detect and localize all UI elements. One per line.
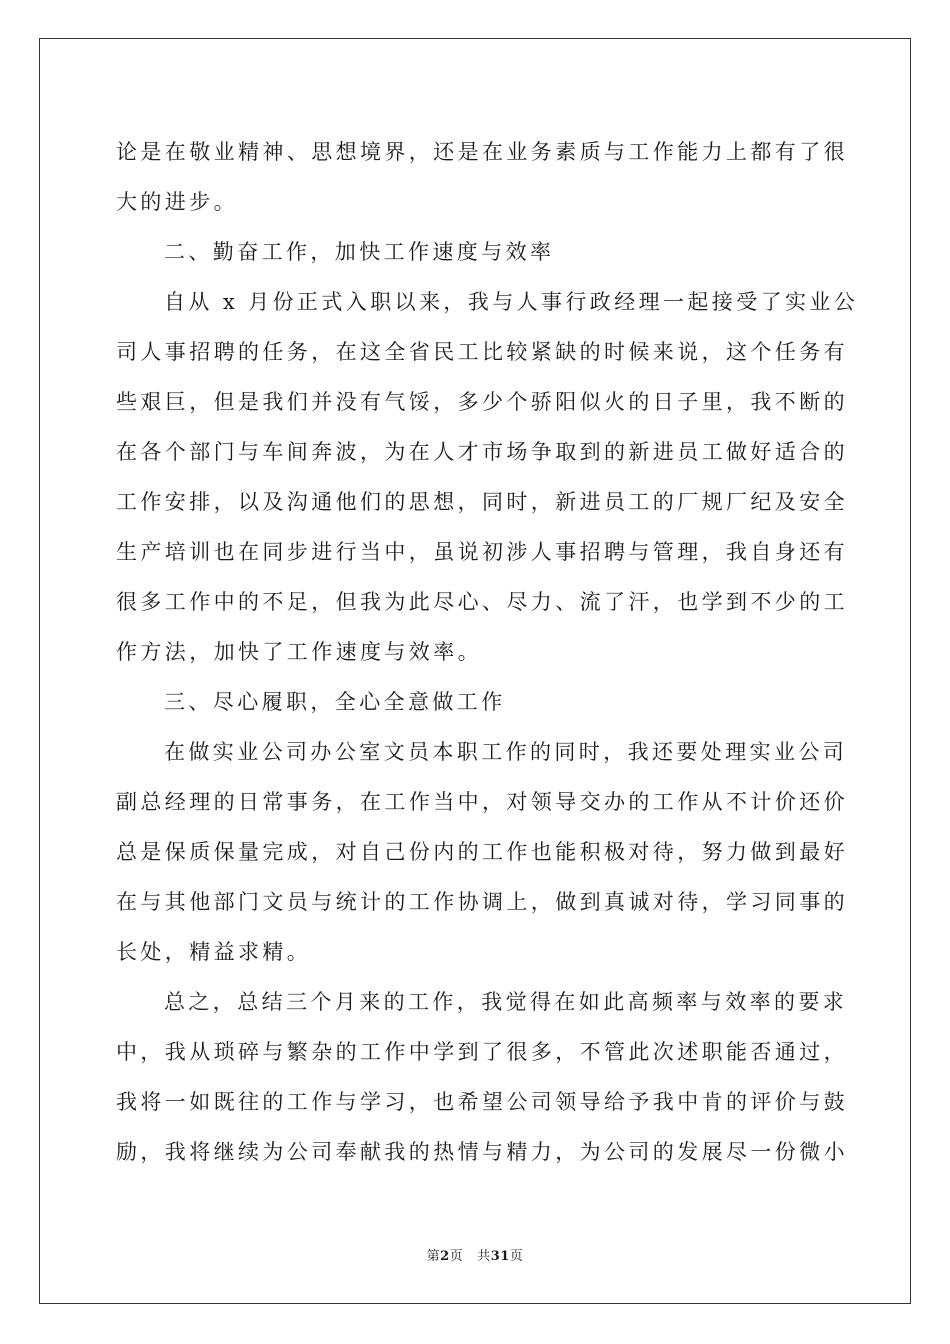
section-heading: 三、尽心履职，全心全意做工作 xyxy=(164,690,506,714)
page-total: 31 xyxy=(490,1249,510,1264)
text-line: 总之，总结三个月来的工作，我觉得在如此高频率与效率的要求 xyxy=(164,990,848,1014)
text-line: 在各个部门与车间奔波，为在人才市场争取到的新进员工做好适合的 xyxy=(116,440,848,464)
text-line: 我将一如既往的工作与学习，也希望公司领导给予我中肯的评价与鼓 xyxy=(116,1090,848,1114)
text-line: 总是保质保量完成，对自己份内的工作也能积极对待，努力做到最好 xyxy=(116,840,848,864)
text-line: 司人事招聘的任务，在这全省民工比较紧缺的时候来说，这个任务有 xyxy=(116,340,848,364)
page-suffix: 页 xyxy=(449,1249,464,1264)
text-line: 论是在敬业精神、思想境界，还是在业务素质与工作能力上都有了很 xyxy=(116,140,848,164)
text-line: 很多工作中的不足，但我为此尽心、尽力、流了汗，也学到不少的工 xyxy=(116,590,848,614)
text-line: 励，我将继续为公司奉献我的热情与精力，为公司的发展尽一份微小 xyxy=(116,1140,848,1164)
page-footer xyxy=(0,1245,950,1264)
page-current: 2 xyxy=(440,1249,450,1264)
text-line: 工作安排，以及沟通他们的思想，同时，新进员工的厂规厂纪及安全 xyxy=(116,490,848,514)
section-heading: 二、勤奋工作，加快工作速度与效率 xyxy=(164,240,555,264)
text-line: 些艰巨，但是我们并没有气馁，多少个骄阳似火的日子里，我不断的 xyxy=(116,390,848,414)
total-prefix: 共 xyxy=(477,1249,491,1264)
text-line: 副总经理的日常事务，在工作当中，对领导交办的工作从不计价还价 xyxy=(116,790,848,814)
text-line: 作方法，加快了工作速度与效率。 xyxy=(116,640,482,664)
text-line: 长处，精益求精。 xyxy=(116,940,312,964)
text-line: 大的进步。 xyxy=(116,190,238,214)
text-line: 中，我从琐碎与繁杂的工作中学到了很多，不管此次述职能否通过， xyxy=(116,1040,848,1064)
total-suffix: 页 xyxy=(509,1249,524,1264)
text-line: 自从 x 月份正式入职以来，我与人事行政经理一起接受了实业公 xyxy=(164,290,859,314)
page-prefix: 第 xyxy=(426,1249,441,1264)
text-line: 在做实业公司办公室文员本职工作的同时，我还要处理实业公司 xyxy=(164,740,848,764)
text-line: 生产培训也在同步进行当中，虽说初涉人事招聘与管理，我自身还有 xyxy=(116,540,848,564)
document-body xyxy=(116,127,859,1177)
text-line: 在与其他部门文员与统计的工作协调上，做到真诚对待，学习同事的 xyxy=(116,890,848,914)
